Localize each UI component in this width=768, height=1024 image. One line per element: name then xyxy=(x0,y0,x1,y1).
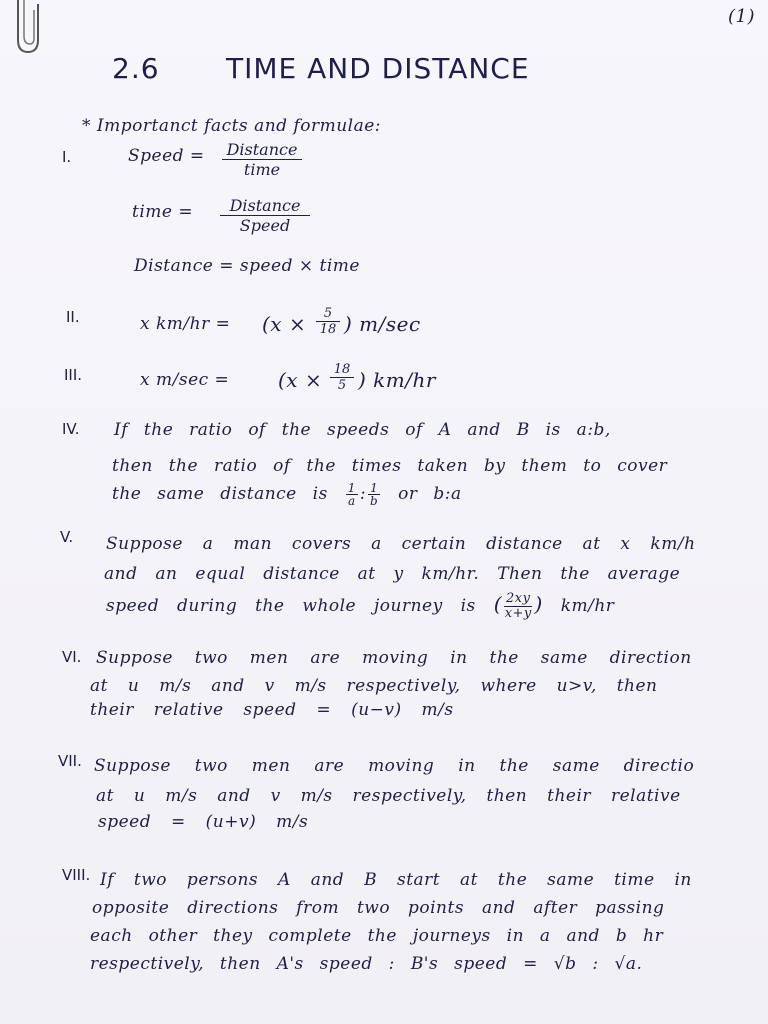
fraction-numerator: 5 xyxy=(323,306,333,321)
msec-formula-close: ) km/hr xyxy=(358,368,436,392)
paragraph-line: at u m/s and v m/s respectively, where u>v, then xyxy=(90,676,658,696)
fraction-one-over-b xyxy=(368,482,380,507)
paragraph-line: at u m/s and v m/s respectively, then their relative xyxy=(96,786,681,806)
average-speed-fraction xyxy=(504,592,532,621)
item-numeral: II. xyxy=(66,308,80,326)
msec-formula-open: (x × xyxy=(278,368,323,392)
fraction-denominator: 18 xyxy=(319,322,337,337)
page-number: (1) xyxy=(728,6,755,27)
fraction-numerator: 2xy xyxy=(506,591,531,606)
paragraph-line: If the ratio of the speeds of A and B is a:b, xyxy=(114,420,611,440)
paragraph-line: each other they complete the journeys in a and b hr xyxy=(90,926,664,946)
time-fraction xyxy=(220,196,310,235)
fraction-denominator: a xyxy=(347,494,356,508)
paragraph-text: km/hr xyxy=(560,596,615,616)
speed-fraction xyxy=(222,140,302,179)
fraction-one-over-a xyxy=(346,482,358,507)
paragraph-line xyxy=(112,482,462,507)
fraction-denominator: 5 xyxy=(337,378,347,393)
item-numeral: V. xyxy=(60,528,74,546)
conversion-fraction xyxy=(330,362,354,393)
paragraph-line: and an equal distance at y km/hr. Then the average xyxy=(104,564,681,584)
item-numeral: IV. xyxy=(62,420,80,438)
kmhr-formula-lhs: x km/hr = xyxy=(140,314,231,334)
paragraph-line: speed during the whole journey is ( $\frac{2xy}{x+y}$ ) km/hr xyxy=(106,591,615,621)
paper-clip-icon xyxy=(4,0,44,60)
item-numeral: III. xyxy=(64,366,83,384)
intro-heading: * Importanct facts and formulae: xyxy=(82,116,382,136)
paragraph-text: the same distance is xyxy=(112,484,328,504)
msec-formula-lhs: x m/sec = xyxy=(140,370,230,390)
paragraph-line: If two persons A and B start at the same time in xyxy=(100,870,692,890)
fraction-denominator: b xyxy=(370,494,379,508)
paragraph-line: Suppose two men are moving in the same direction xyxy=(96,648,692,668)
fraction-denominator: x+y xyxy=(504,606,532,621)
page-title: TIME AND DISTANCE xyxy=(226,52,530,85)
fraction-numerator: 18 xyxy=(333,362,351,377)
paragraph-line: then the ratio of the times taken by them to cover xyxy=(112,456,668,476)
fraction-numerator: Distance xyxy=(226,140,298,159)
fraction-denominator: time xyxy=(243,160,281,179)
paragraph-line: opposite directions from two points and after passing xyxy=(92,898,665,918)
item-numeral: VI. xyxy=(62,648,82,666)
distance-formula: Distance = speed × time xyxy=(134,256,360,276)
conversion-fraction xyxy=(316,306,340,337)
paragraph-text: or b:a xyxy=(398,484,462,504)
speed-formula-lhs: Speed = xyxy=(128,146,205,166)
fraction-numerator: 1 xyxy=(370,481,379,495)
paragraph-text: speed during the whole journey is xyxy=(106,596,476,616)
fraction-numerator: Distance xyxy=(229,196,301,215)
kmhr-formula-open: (x × xyxy=(262,312,307,336)
paragraph-line: respectively, then A's speed : B's speed = √b : √a. xyxy=(90,954,643,974)
section-number: 2.6 xyxy=(112,52,160,85)
time-formula-lhs: time = xyxy=(132,202,194,222)
item-numeral: VII. xyxy=(58,752,82,770)
item-numeral: VIII. xyxy=(62,866,91,884)
ratio-colon: : xyxy=(359,484,367,504)
item-numeral: I. xyxy=(62,148,72,166)
fraction-numerator: 1 xyxy=(347,481,356,495)
fraction-denominator: Speed xyxy=(239,216,291,235)
kmhr-formula-close: ) m/sec xyxy=(344,312,421,336)
paragraph-line: Suppose two men are moving in the same directio xyxy=(94,756,695,776)
paragraph-line: their relative speed = (u−v) m/s xyxy=(90,700,454,720)
paragraph-line: Suppose a man covers a certain distance at x km/h xyxy=(106,534,696,554)
paragraph-line: speed = (u+v) m/s xyxy=(98,812,309,832)
